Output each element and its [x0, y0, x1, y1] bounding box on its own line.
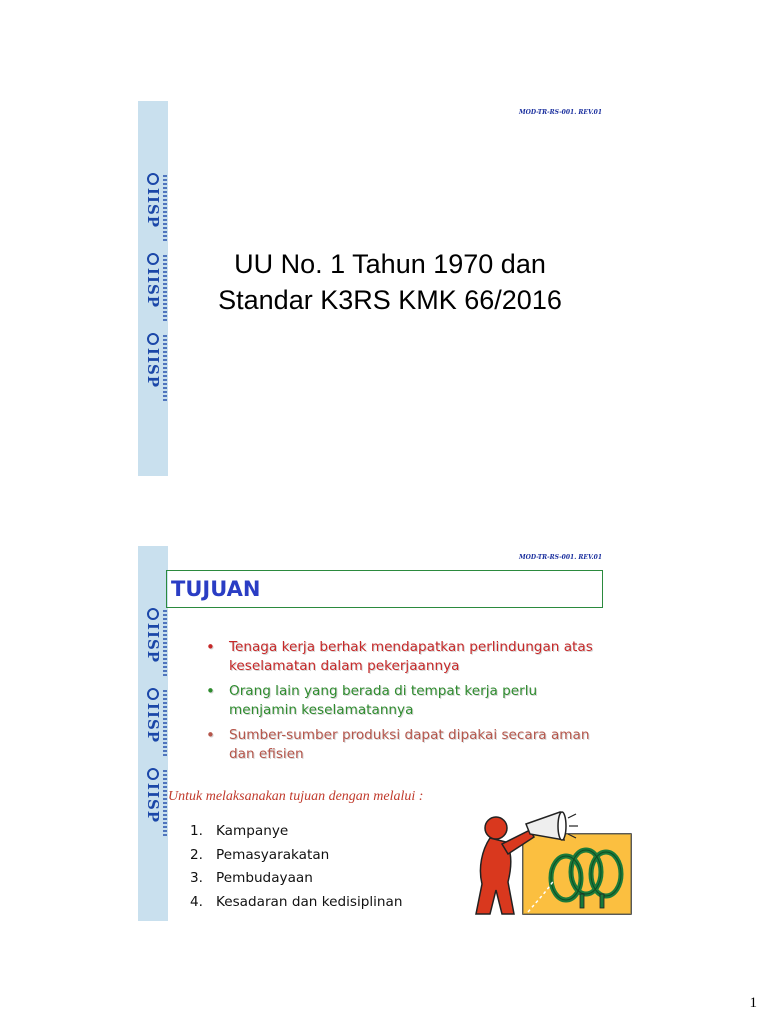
bullet-dot-icon: •	[206, 682, 215, 700]
logo-text: IISP	[144, 782, 162, 824]
slide-1	[138, 101, 612, 476]
logo-text: IISP	[144, 622, 162, 664]
logo-text: IISP	[144, 347, 162, 389]
slide-title-line: Standar K3RS KMK 66/2016	[218, 285, 562, 315]
objective-item	[204, 638, 594, 676]
objective-text: Tenaga kerja berhak mendapatkan perlindungan atas keselamatan dalam pekerjaannya	[229, 639, 593, 674]
objectives-list	[204, 638, 594, 770]
logo-tagline	[163, 690, 167, 756]
logo-strip	[138, 606, 168, 846]
step-number: 2.	[190, 846, 203, 863]
steps-list	[190, 820, 450, 914]
person-megaphone-rings-clipart	[468, 810, 638, 920]
step-label: Pemasyarakatan	[216, 846, 330, 863]
step-item	[190, 891, 450, 915]
step-item	[190, 867, 450, 891]
logo-text: IISP	[144, 702, 162, 744]
logo-tagline	[163, 255, 167, 321]
iisp-emblem-icon	[147, 608, 159, 620]
iisp-logo	[138, 171, 168, 245]
bullet-dot-icon: •	[206, 638, 215, 656]
page-number: 1	[749, 995, 757, 1011]
logo-text: IISP	[144, 187, 162, 229]
doc-code: MOD-TR-RS-001. REV.01	[519, 554, 602, 561]
step-number: 1.	[190, 823, 203, 839]
step-label: Kampanye	[216, 823, 289, 839]
iisp-logo	[138, 766, 168, 840]
iisp-emblem-icon	[147, 333, 159, 345]
logo-tagline	[163, 335, 167, 401]
iisp-emblem-icon	[147, 688, 159, 700]
iisp-emblem-icon	[147, 253, 159, 265]
iisp-logo	[138, 331, 168, 405]
slide-2	[138, 546, 612, 921]
logo-strip	[138, 171, 168, 411]
objective-item	[204, 726, 594, 764]
step-label: Pembudayaan	[216, 870, 313, 886]
iisp-logo	[138, 251, 168, 325]
step-item	[190, 844, 450, 868]
iisp-logo	[138, 686, 168, 760]
step-label: Kesadaran dan kedisiplinan	[216, 893, 403, 910]
intro-line: Untuk melaksanakan tujuan dengan melalui :	[168, 789, 424, 804]
step-number: 3.	[190, 870, 203, 886]
iisp-emblem-icon	[147, 173, 159, 185]
logo-tagline	[163, 175, 167, 241]
iisp-logo	[138, 606, 168, 680]
slide-heading: TUJUAN	[171, 577, 261, 601]
objective-text: Sumber-sumber produksi dapat dipakai secara aman dan efisien	[229, 727, 590, 762]
heading-box	[166, 570, 603, 608]
slide-title-line: UU No. 1 Tahun 1970 dan	[234, 249, 546, 279]
objective-text: Orang lain yang berada di tempat kerja perlu menjamin keselamatannya	[229, 683, 538, 718]
objective-item	[204, 682, 594, 720]
step-item	[190, 820, 450, 844]
iisp-emblem-icon	[147, 768, 159, 780]
logo-text: IISP	[144, 267, 162, 309]
logo-tagline	[163, 770, 167, 836]
bullet-dot-icon: •	[206, 726, 215, 744]
doc-code: MOD-TR-RS-001. REV.01	[519, 109, 602, 116]
logo-tagline	[163, 610, 167, 676]
step-number: 4.	[190, 893, 203, 910]
